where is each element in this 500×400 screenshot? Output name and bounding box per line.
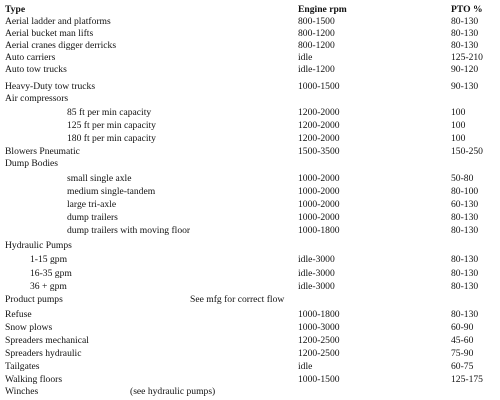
table-row bbox=[0, 173, 500, 185]
type-cell: Heavy-Duty tow trucks bbox=[5, 81, 96, 92]
table-row bbox=[0, 199, 500, 211]
rpm-cell: 1000-1500 bbox=[298, 374, 340, 385]
pto-cell: 90-120 bbox=[451, 64, 479, 75]
table-row bbox=[0, 28, 500, 40]
table-row bbox=[0, 146, 500, 158]
type-cell: dump trailers bbox=[67, 212, 118, 223]
table-row bbox=[0, 81, 500, 93]
table-row bbox=[0, 254, 500, 266]
type-cell: Spreaders hydraulic bbox=[5, 348, 82, 359]
pto-cell: 125-175 bbox=[451, 374, 483, 385]
rpm-cell: 1000-3000 bbox=[298, 322, 340, 333]
table-header bbox=[0, 4, 500, 16]
engine-rpm-column-header: Engine rpm bbox=[298, 4, 347, 15]
table-row bbox=[0, 309, 500, 321]
pto-cell: 125-210 bbox=[451, 52, 483, 63]
rpm-cell: 1000-1500 bbox=[298, 81, 340, 92]
type-cell: medium single-tandem bbox=[67, 186, 156, 197]
note-cell: See mfg for correct flow bbox=[190, 294, 285, 305]
table-row bbox=[0, 158, 500, 170]
type-cell: Tailgates bbox=[5, 361, 40, 372]
rpm-cell: idle-3000 bbox=[298, 281, 335, 292]
table-row bbox=[0, 64, 500, 76]
pto-cell: 80-130 bbox=[451, 254, 479, 265]
type-cell: 36 + gpm bbox=[30, 281, 67, 292]
rpm-cell: 800-1200 bbox=[298, 28, 335, 39]
rpm-cell: idle bbox=[298, 361, 313, 372]
type-cell: 16-35 gpm bbox=[30, 268, 72, 279]
type-cell: Blowers Pneumatic bbox=[5, 146, 80, 157]
pto-cell: 150-250 bbox=[451, 146, 483, 157]
table-row bbox=[0, 240, 500, 252]
rpm-cell: 800-1500 bbox=[298, 16, 335, 27]
pto-cell: 60-130 bbox=[451, 199, 479, 210]
pto-cell: 80-130 bbox=[451, 16, 479, 27]
type-column-header: Type bbox=[5, 4, 26, 15]
rpm-cell: idle bbox=[298, 52, 313, 63]
table-row bbox=[0, 120, 500, 132]
table-row bbox=[0, 374, 500, 386]
type-cell: Snow plows bbox=[5, 322, 53, 333]
rpm-cell: 1000-2000 bbox=[298, 212, 340, 223]
rpm-cell: 1500-3500 bbox=[298, 146, 340, 157]
table-row bbox=[0, 225, 500, 237]
type-cell: large tri-axle bbox=[67, 199, 117, 210]
group-heading: Dump Bodies bbox=[5, 158, 59, 169]
rpm-cell: 1000-2000 bbox=[298, 173, 340, 184]
pto-cell: 80-130 bbox=[451, 225, 479, 236]
pto-cell: 80-130 bbox=[451, 28, 479, 39]
table-row bbox=[0, 133, 500, 145]
type-cell: Walking floors bbox=[5, 374, 63, 385]
table-row bbox=[0, 386, 500, 398]
type-cell: small single axle bbox=[67, 173, 132, 184]
table-row bbox=[0, 107, 500, 119]
table-row bbox=[0, 52, 500, 64]
rpm-cell: 1200-2500 bbox=[298, 335, 340, 346]
pto-cell: 60-90 bbox=[451, 322, 474, 333]
type-cell: Winches bbox=[5, 386, 39, 397]
table-row bbox=[0, 186, 500, 198]
type-cell: Aerial bucket man lifts bbox=[5, 28, 94, 39]
type-cell: Product pumps bbox=[5, 294, 63, 305]
type-cell: Spreaders mechanical bbox=[5, 335, 89, 346]
rpm-cell: 1000-2000 bbox=[298, 186, 340, 197]
rpm-cell: idle-1200 bbox=[298, 64, 335, 75]
pto-cell: 80-100 bbox=[451, 186, 479, 197]
pto-cell: 45-60 bbox=[451, 335, 474, 346]
type-cell: Aerial cranes digger derricks bbox=[5, 40, 117, 51]
pto-cell: 60-75 bbox=[451, 361, 474, 372]
rpm-cell: 1000-1800 bbox=[298, 309, 340, 320]
pto-cell: 100 bbox=[451, 120, 466, 131]
table-row bbox=[0, 361, 500, 373]
pto-cell: 50-80 bbox=[451, 173, 474, 184]
pto-cell: 90-130 bbox=[451, 81, 479, 92]
table-row bbox=[0, 281, 500, 293]
rpm-cell: 1000-1800 bbox=[298, 225, 340, 236]
type-cell: dump trailers with moving floor bbox=[67, 225, 191, 236]
note-cell: (see hydraulic pumps) bbox=[130, 386, 216, 397]
type-cell: Auto tow trucks bbox=[5, 64, 67, 75]
table-row bbox=[0, 16, 500, 28]
rpm-cell: 1000-2000 bbox=[298, 199, 340, 210]
type-cell: 125 ft per min capacity bbox=[67, 120, 156, 131]
pto-cell: 80-130 bbox=[451, 40, 479, 51]
table-row bbox=[0, 294, 500, 306]
pto-percent-column-header: PTO % bbox=[451, 4, 483, 15]
pto-cell: 80-130 bbox=[451, 268, 479, 279]
group-heading: Hydraulic Pumps bbox=[5, 240, 72, 251]
rpm-cell: 1200-2000 bbox=[298, 133, 340, 144]
table-row bbox=[0, 322, 500, 334]
table-row bbox=[0, 212, 500, 224]
pto-cell: 100 bbox=[451, 133, 466, 144]
group-heading: Air compressors bbox=[5, 93, 69, 104]
type-cell: Refuse bbox=[5, 309, 32, 320]
rpm-cell: idle-3000 bbox=[298, 254, 335, 265]
pto-cell: 100 bbox=[451, 107, 466, 118]
type-cell: Aerial ladder and platforms bbox=[5, 16, 111, 27]
table-row bbox=[0, 40, 500, 52]
pto-cell: 75-90 bbox=[451, 348, 474, 359]
rpm-cell: 800-1200 bbox=[298, 40, 335, 51]
rpm-cell: 1200-2500 bbox=[298, 348, 340, 359]
pto-cell: 80-130 bbox=[451, 212, 479, 223]
table-row bbox=[0, 335, 500, 347]
type-cell: 1-15 gpm bbox=[30, 254, 68, 265]
pto-cell: 80-130 bbox=[451, 309, 479, 320]
rpm-cell: 1200-2000 bbox=[298, 107, 340, 118]
rpm-cell: 1200-2000 bbox=[298, 120, 340, 131]
type-cell: 85 ft per min capacity bbox=[67, 107, 152, 118]
rpm-cell: idle-3000 bbox=[298, 268, 335, 279]
table-row bbox=[0, 268, 500, 280]
table-row bbox=[0, 348, 500, 360]
type-cell: 180 ft per min capacity bbox=[67, 133, 156, 144]
table-row bbox=[0, 93, 500, 105]
type-cell: Auto carriers bbox=[5, 52, 56, 63]
pto-cell: 80-130 bbox=[451, 281, 479, 292]
